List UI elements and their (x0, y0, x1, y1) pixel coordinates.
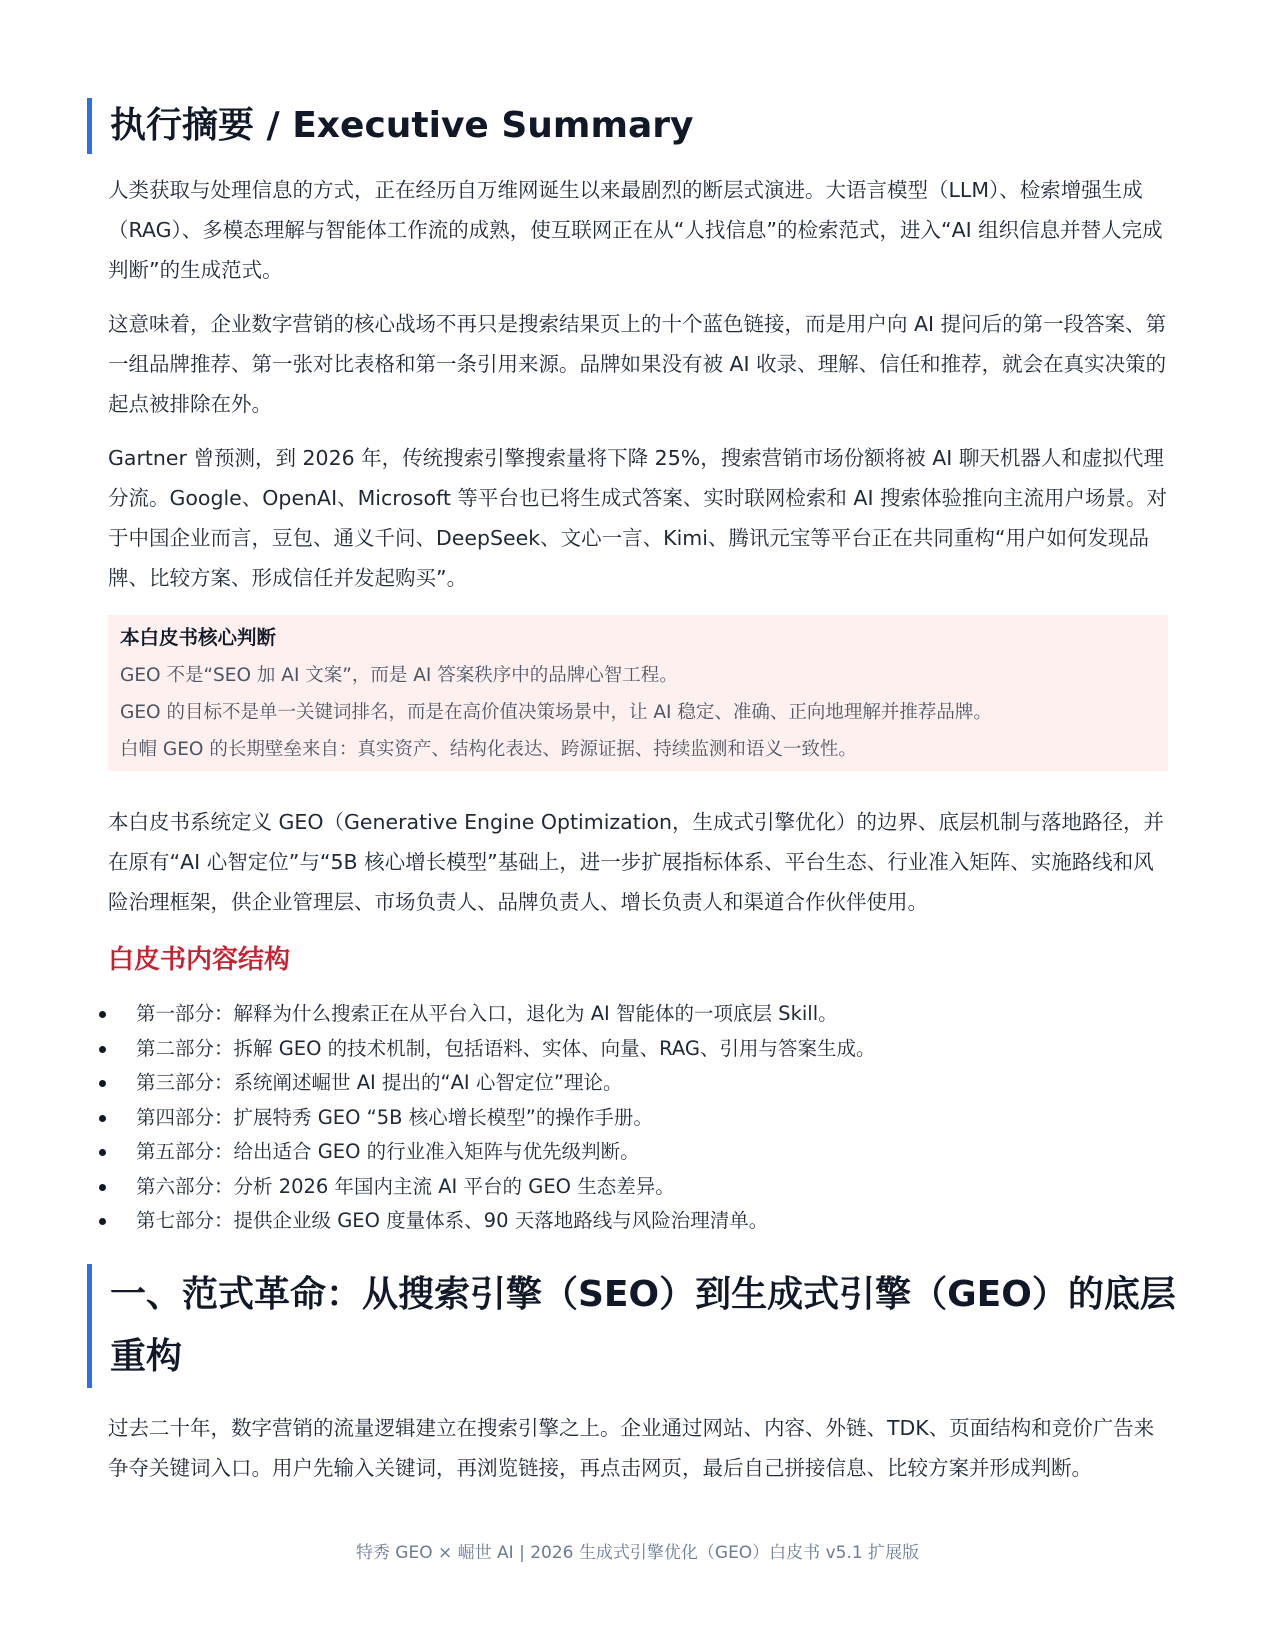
list-item (108, 1135, 1168, 1170)
callout-title: 本白皮书核心判断 (120, 626, 277, 649)
bullet-icon (99, 1184, 106, 1191)
callout-line: GEO 不是“SEO 加 AI 文案”，而是 AI 答案秩序中的品牌心智工程。 (120, 665, 678, 686)
paragraph: 这意味着，企业数字营销的核心战场不再只是搜索结果页上的十个蓝色链接，而是用户向 AI 提问后的第一段答案、第一组品牌推荐、第一张对比表格和第一条引用来源。品牌如果没有被 AI 收录、理解、信任和推荐，就会在真实决策的起点被排除在外。 (108, 312, 1167, 416)
paragraph: Gartner 曾预测，到 2026 年，传统搜索引擎搜索量将下降 25%，搜索营销市场份额将被 AI 聊天机器人和虚拟代理分流。Google、OpenAI、Microsoft 等平台也已将生成式答案、实时联网检索和 AI 搜索体验推向主流用户场景。对于中国企业而言，豆包、通义千问、DeepSeek、文心一言、Kimi、腾讯元宝等平台正在共同重构“用户如何发现品牌、比较方案、形成信任并发起购买”。 (108, 446, 1168, 590)
toc-list (108, 997, 1168, 1239)
list-item-text: 第一部分：解释为什么搜索正在从平台入口，退化为 AI 智能体的一项底层 Skill。 (136, 1002, 838, 1025)
chapter-title: 一、范式革命：从搜索引擎（SEO）到生成式引擎（GEO）的底层重构 (87, 1264, 1177, 1388)
bullet-icon (99, 1218, 106, 1225)
list-item (108, 1066, 1168, 1101)
toc-heading: 白皮书内容结构 (108, 945, 291, 975)
list-item (108, 1204, 1168, 1239)
bullet-icon (99, 1046, 106, 1053)
callout-line: GEO 的目标不是单一关键词排名，而是在高价值决策场景中，让 AI 稳定、准确、正向地理解并推荐品牌。 (120, 702, 992, 723)
paragraph: 过去二十年，数字营销的流量逻辑建立在搜索引擎之上。企业通过网站、内容、外链、TDK、页面结构和竞价广告来争夺关键词入口。用户先输入关键词，再浏览链接，再点击网页，最后自己拼接信息、比较方案并形成判断。 (108, 1416, 1155, 1480)
core-judgment-callout (108, 615, 1168, 771)
bullet-icon (99, 1080, 106, 1087)
list-item (108, 997, 1168, 1032)
list-item-text: 第五部分：给出适合 GEO 的行业准入矩阵与优先级判断。 (136, 1140, 640, 1163)
bullet-icon (99, 1011, 106, 1018)
bullet-icon (99, 1149, 106, 1156)
bullet-icon (99, 1115, 106, 1122)
list-item-text: 第三部分：系统阐述崛世 AI 提出的“AI 心智定位”理论。 (136, 1071, 623, 1094)
list-item-text: 第四部分：扩展特秀 GEO “5B 核心增长模型”的操作手册。 (136, 1105, 653, 1129)
list-item (108, 1170, 1168, 1205)
section-title: 执行摘要 / Executive Summary (87, 98, 693, 154)
list-item (108, 1101, 1168, 1136)
paragraph: 本白皮书系统定义 GEO（Generative Engine Optimization，生成式引擎优化）的边界、底层机制与落地路径，并在原有“AI 心智定位”与“5B 核心增长模型”基础上，进一步扩展指标体系、平台生态、行业准入矩阵、实施路线和风险治理框架，供企业管理层、市场负责人、品牌负责人、增长负责人和渠道合作伙伴使用。 (108, 810, 1164, 914)
page-footer: 特秀 GEO × 崛世 AI | 2026 生成式引擎优化（GEO）白皮书 v5.1 扩展版 (355, 1543, 920, 1563)
list-item-text: 第七部分：提供企业级 GEO 度量体系、90 天落地路线与风险治理清单。 (136, 1209, 769, 1232)
list-item-text: 第六部分：分析 2026 年国内主流 AI 平台的 GEO 生态差异。 (136, 1174, 675, 1198)
list-item-text: 第二部分：拆解 GEO 的技术机制，包括语料、实体、向量、RAG、引用与答案生成。 (136, 1036, 876, 1060)
list-item (108, 1032, 1168, 1067)
paragraph: 人类获取与处理信息的方式，正在经历自万维网诞生以来最剧烈的断层式演进。大语言模型（LLM）、检索增强生成（RAG）、多模态理解与智能体工作流的成熟，使互联网正在从“人找信息”的检索范式，进入“AI 组织信息并替人完成判断”的生成范式。 (108, 178, 1163, 282)
callout-line: 白帽 GEO 的长期壁垒来自：真实资产、结构化表达、跨源证据、持续监测和语义一致性。 (120, 739, 857, 760)
